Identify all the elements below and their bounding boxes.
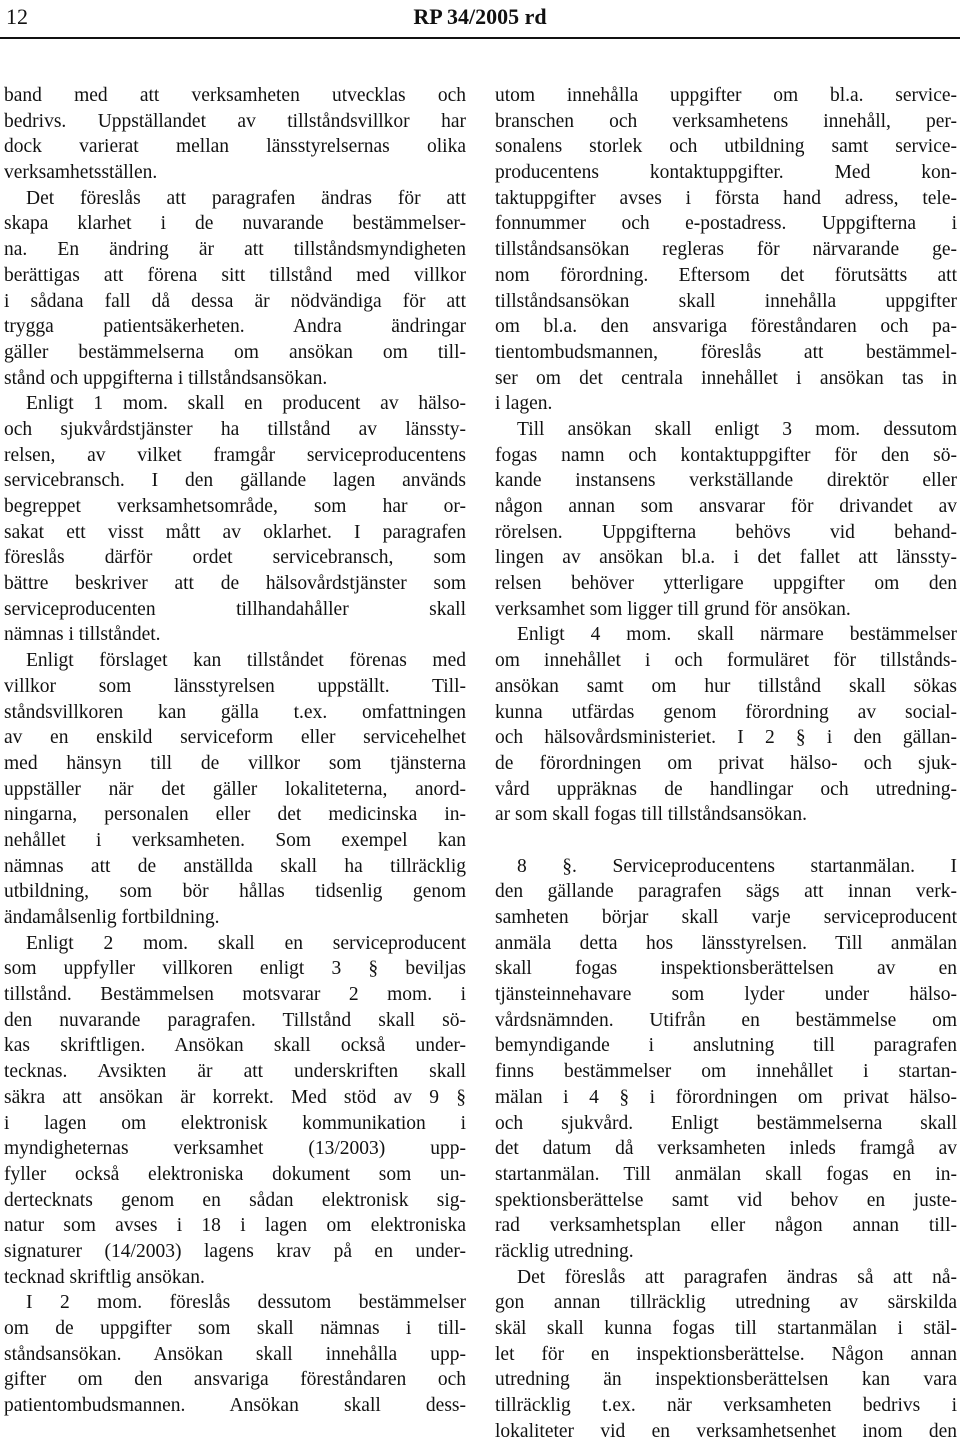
text-line: de förordningen om privat hälso- och sjuk- xyxy=(495,752,957,774)
text-line: den nuvarande paragrafen. Tillstånd skall sö- xyxy=(4,1009,466,1031)
text-line: säkra att ansökan är korrekt. Med stöd av 9 § xyxy=(4,1086,466,1108)
text-line: tecknas. Avsikten är att underskriften skall xyxy=(4,1061,466,1083)
text-line: taktuppgifter avses i första hand adress, tele- xyxy=(495,187,957,209)
text-line: ser om det centrala innehållet i ansökan tas in xyxy=(495,367,957,389)
text-line: na. En ändring är att tillståndsmyndigheten xyxy=(4,239,466,261)
text-line: lingen av ansökan bl.a. i det fallet att länssty- xyxy=(495,547,957,569)
text-line: servicebransch. I den gällande lagen används xyxy=(4,470,466,492)
text-line: uppställer när det gäller lokaliteterna, anord- xyxy=(4,778,466,800)
text-line: som uppfyller villkoren enligt 3 § beviljas xyxy=(4,958,466,980)
text-line: mälan i 4 § i förordningen om privat hälso- xyxy=(495,1086,957,1108)
text-line: villkor som länsstyrelsen uppställt. Till- xyxy=(4,675,466,697)
left-text-column xyxy=(4,83,466,1419)
text-line: det datum då verksamheten inleds framgå av xyxy=(495,1138,957,1160)
text-line: fogas namn och kontaktuppgifter för den sö- xyxy=(495,444,957,466)
text-line: dock varierat mellan länsstyrelsernas olika xyxy=(4,136,466,158)
text-line: Enligt 1 mom. skall en producent av hälso- xyxy=(26,393,466,415)
text-line: Till ansökan skall enligt 3 mom. dessutom xyxy=(517,418,957,440)
text-line: vårdsnämnden. Utifrån en bestämmelse om xyxy=(495,1009,957,1031)
text-line: fyller också elektroniska dokument som un- xyxy=(4,1163,466,1185)
text-line: nämnas i tillståndet. xyxy=(4,624,161,646)
text-line: om de uppgifter som skall nämnas i till- xyxy=(4,1318,466,1339)
text-line: gon annan tillräcklig utredning av särskilda xyxy=(495,1292,957,1314)
text-line: tillstånd. Bestämmelsen motsvarar 2 mom. i xyxy=(4,984,466,1006)
text-line: samheten börjar skall varje serviceproducent xyxy=(495,907,957,928)
text-line: Det föreslås att paragrafen ändras så att nå- xyxy=(517,1266,957,1288)
text-line: rörelsen. Uppgifterna behövs vid behand- xyxy=(495,521,957,543)
text-line: let för en inspektionsberättelse. Någon annan xyxy=(495,1343,957,1365)
text-line: I 2 mom. föreslås dessutom bestämmelser xyxy=(26,1292,466,1314)
text-line: lokaliteter vid en verksamhetsenhet inom den xyxy=(495,1420,957,1442)
page-header xyxy=(0,0,960,40)
text-line: tjänsteinnehavare som lyder under hälso- xyxy=(495,984,957,1006)
text-line: nehållet i verksamheten. Som exempel kan xyxy=(4,829,466,851)
text-line: tillståndsansökan skall innehålla uppgifter xyxy=(495,290,957,312)
text-line: Enligt 2 mom. skall en serviceproducent xyxy=(26,932,466,954)
text-line: startanmälan. Till anmälan skall fogas en in- xyxy=(495,1163,957,1185)
page-number: 12 xyxy=(6,4,28,29)
text-line: ansökan samt om hur tillstånd skall sökas xyxy=(495,675,957,697)
text-line: och hälsovårdsministeriet. I 2 § i den gällan- xyxy=(495,727,957,749)
text-line: anmäla detta hos länsstyrelsen. Till anmälan xyxy=(495,932,957,954)
text-line: kas skriftligen. Ansökan skall också under- xyxy=(4,1035,466,1057)
text-line: kande instansens verkställande direktör eller xyxy=(495,470,957,492)
text-line: skapa klarhet i de nuvarande bestämmelser- xyxy=(4,213,466,235)
document-title: RP 34/2005 rd xyxy=(413,4,547,29)
text-line: berättigas att förena sitt tillstånd med villkor xyxy=(4,264,466,286)
text-line: räcklig utredning. xyxy=(495,1240,634,1262)
text-line: sonalens storlek och utbildning samt service- xyxy=(495,136,957,158)
text-line: gäller bestämmelserna om ansökan om till- xyxy=(4,341,466,363)
text-line: bedrivs. Uppställandet av tillståndsvillkor har xyxy=(4,110,466,132)
text-line: patientombudsmannen. Ansökan skall dess- xyxy=(4,1395,466,1417)
text-line: relsen behöver ytterligare uppgifter om den xyxy=(495,573,957,595)
text-line: fonnummer och e-postadress. Uppgifterna i xyxy=(495,213,957,235)
text-line: verksamhet som ligger till grund för ansökan. xyxy=(495,598,851,620)
text-line: myndigheternas verksamhet (13/2003) upp- xyxy=(4,1138,466,1160)
text-line: gifter om den ansvariga föreståndaren och xyxy=(4,1369,466,1391)
text-line: relsen, av vilket framgår serviceproducentens xyxy=(4,444,466,466)
text-line: med hänsyn till de villkor som tjänsterna xyxy=(4,752,466,774)
text-line: 8 §. Serviceproducentens startanmälan. I xyxy=(517,855,957,877)
text-line: skäl skall kunna fogas till startanmälan i stäl- xyxy=(495,1318,957,1339)
text-line: utom innehålla uppgifter om bl.a. service- xyxy=(495,85,957,106)
text-line: ståndsvillkoren kan gälla t.ex. omfattningen xyxy=(4,701,466,723)
text-line: producentens kontaktuppgifter. Med kon- xyxy=(495,162,957,184)
text-line: verksamhetsställen. xyxy=(4,162,158,184)
text-line: i lagen om elektronisk kommunikation i xyxy=(4,1112,466,1134)
text-line: om bl.a. den ansvariga föreståndaren och pa- xyxy=(495,316,957,338)
text-line: finns bestämmelser om innehållet i startan- xyxy=(495,1061,957,1083)
text-line: serviceproducenten tillhandahåller skall xyxy=(4,598,466,620)
text-line: ningarna, personalen eller det medicinska in- xyxy=(4,804,466,826)
text-line: rad verksamhetsplan eller någon annan till- xyxy=(495,1215,957,1237)
text-line: någon annan som ansvarar för drivandet av xyxy=(495,496,957,517)
text-line: nämnas att de anställda skall ha tillräcklig xyxy=(4,855,466,877)
text-line: tientombudsmannen, föreslås att bestämmel- xyxy=(495,341,957,363)
text-line: vård uppräknas de handlingar och utredning- xyxy=(495,778,957,800)
text-line: trygga patientsäkerheten. Andra ändringar xyxy=(4,316,466,338)
text-line: tecknad skriftlig ansökan. xyxy=(4,1266,205,1288)
text-line: och sjukvårdstjänster ha tillstånd av länssty- xyxy=(4,418,466,440)
text-line: bemyndigande i anslutning till paragrafen xyxy=(495,1035,957,1057)
text-line: den gällande paragrafen sägs att innan verk- xyxy=(495,881,957,903)
text-line: branschen och verksamhetens innehåll, per- xyxy=(495,110,957,132)
text-line: kunna utfärdas genom förordning av social- xyxy=(495,701,957,723)
text-line: stånd och uppgifterna i tillståndsansökan. xyxy=(4,367,328,389)
text-line: dertecknats genom en sådan elektronisk sig- xyxy=(4,1189,466,1211)
text-line: ståndsansökan. Ansökan skall innehålla upp- xyxy=(4,1343,466,1365)
text-line: om innehållet i och formuläret för tillstånds- xyxy=(495,650,957,672)
text-line: föreslås därför ordet servicebransch, som xyxy=(4,547,466,569)
text-line: band med att verksamheten utvecklas och xyxy=(4,85,466,106)
header-rule xyxy=(0,37,960,39)
text-line: utredning än inspektionsberättelsen kan vara xyxy=(495,1369,957,1391)
text-line: ar som skall fogas till tillståndsansökan. xyxy=(495,804,807,826)
text-line: och sjukvård. Enligt bestämmelserna skall xyxy=(495,1112,957,1134)
text-line: begreppet verksamhetsområde, som har or- xyxy=(4,496,466,517)
text-line: Enligt förslaget kan tillståndet förenas med xyxy=(26,650,466,672)
text-line: Enligt 4 mom. skall närmare bestämmelser xyxy=(517,624,957,646)
text-line: i sådana fall då dessa är nödvändiga för att xyxy=(4,290,466,312)
text-line: nom förordning. Eftersom det förutsätts att xyxy=(495,264,957,286)
text-line: ändamålsenlig fortbildning. xyxy=(4,907,220,928)
text-line xyxy=(495,828,957,854)
text-line: skall fogas inspektionsberättelsen av en xyxy=(495,958,957,980)
text-line: bättre beskriver att de hälsovårdstjänster som xyxy=(4,573,466,595)
text-line: signaturer (14/2003) lagens krav på en under- xyxy=(4,1240,466,1262)
text-line: i lagen. xyxy=(495,393,553,415)
text-line: natur som avses i 18 i lagen om elektroniska xyxy=(4,1215,466,1237)
text-line: Det föreslås att paragrafen ändras för att xyxy=(26,187,466,209)
text-line: sakat ett visst mått av oklarhet. I paragrafen xyxy=(4,521,466,543)
text-line: av en enskild serviceform eller servicehelhet xyxy=(4,727,466,749)
right-text-column xyxy=(495,83,957,1444)
text-line: spektionsberättelse samt vid behov en juste- xyxy=(495,1189,957,1211)
text-line: tillräcklig t.ex. när verksamheten bedrivs i xyxy=(495,1395,957,1417)
text-line: tillståndsansökan regleras för närvarande ge- xyxy=(495,239,957,261)
text-line: utbildning, som bör hållas tidsenlig genom xyxy=(4,881,466,903)
